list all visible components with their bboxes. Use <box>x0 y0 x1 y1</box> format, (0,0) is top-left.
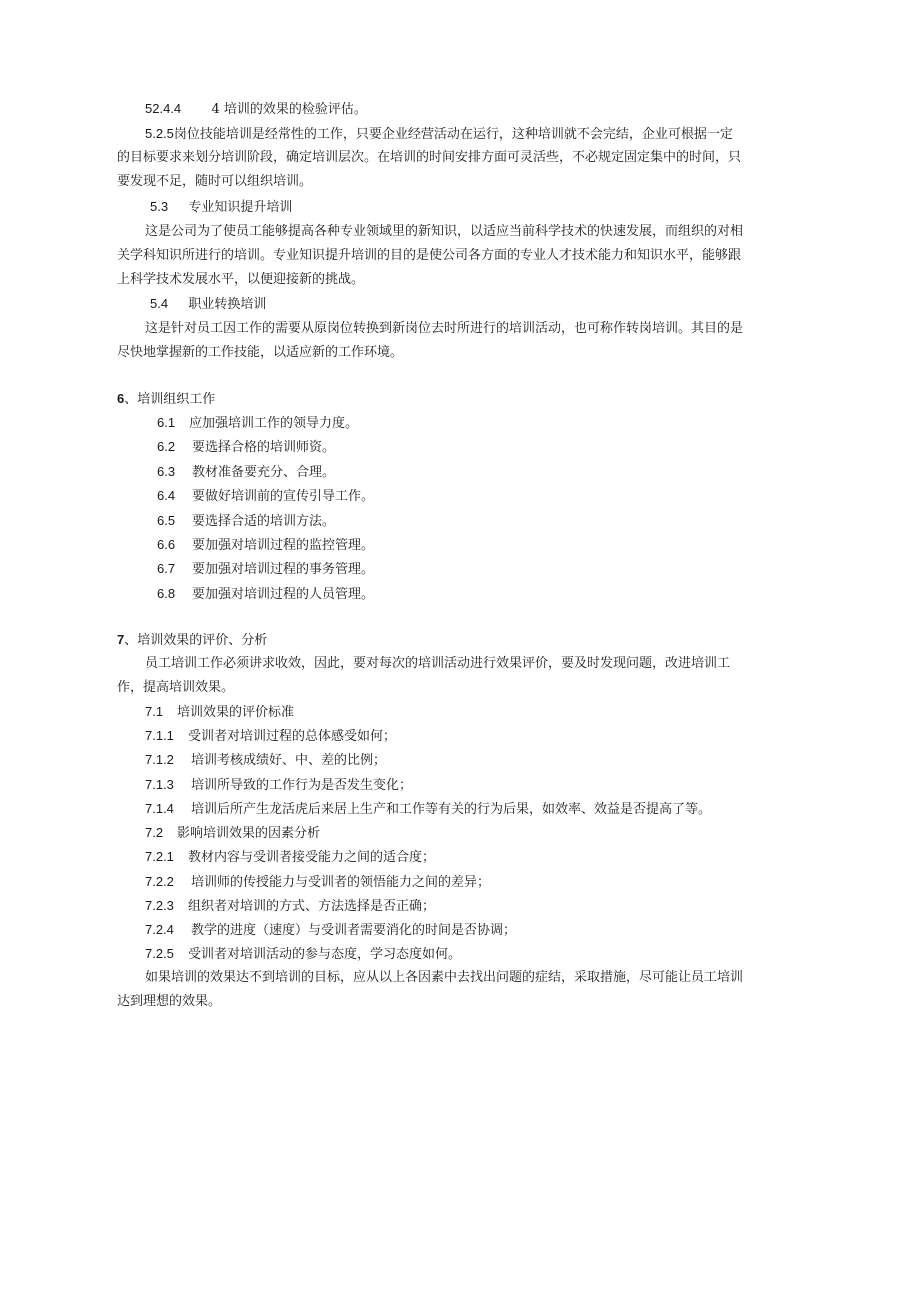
paragraph-line: 要发现不足，随时可以组织培训。 <box>117 174 313 189</box>
paragraph-line: 作，提高培训效果。 <box>117 680 235 695</box>
item-text: 受训者对培训活动的参与态度，学习态度如何。 <box>188 947 462 962</box>
list-item <box>145 776 412 795</box>
item-number: 6.8 <box>157 586 176 601</box>
item-text: 培训后所产生龙活虎后来居上生产和工作等有关的行为后果，如效率、效益是否提高了等。 <box>191 802 712 817</box>
item-text: 教学的进度（速度）与受训者需要消化的时间是否协调； <box>191 923 517 938</box>
item-5-2-5-first-line <box>145 125 733 144</box>
list-item <box>157 536 374 555</box>
item-number: 7.1.1 <box>145 728 174 743</box>
list-item <box>157 414 358 433</box>
item-number: 5.2.5 <box>145 126 174 141</box>
subheading-5-4 <box>150 295 266 314</box>
list-item <box>145 703 294 722</box>
paragraph-line: 岗位技能培训是经常性的工作，只要企业经营活动在运行，这种培训就不会完结，企业可根据一定 <box>173 127 733 142</box>
item-text: 要做好培训前的宣传引导工作。 <box>192 489 375 504</box>
item-text: 4 培训的效果的检验评估。 <box>211 102 367 117</box>
item-number: 7.2.2 <box>145 874 174 889</box>
list-item <box>157 512 335 531</box>
paragraph-line: 尽快地掌握新的工作技能，以适应新的工作环境。 <box>117 345 404 360</box>
list-item <box>157 463 335 482</box>
paragraph-line: 员工培训工作必须讲求收效，因此，要对每次的培训活动进行效果评价，要及时发现问题，改进培训工 <box>145 656 731 671</box>
paragraph-line: 这是公司为了使员工能够提高各种专业领域里的新知识，以适应当前科学技术的快速发展，而组织的对相 <box>145 224 744 239</box>
list-item <box>145 727 396 746</box>
item-number: 5.3 <box>150 199 169 214</box>
item-number: 6.2 <box>157 439 176 454</box>
section-6-heading <box>117 390 215 409</box>
item-text: 要加强对培训过程的人员管理。 <box>192 587 375 602</box>
item-text: 培训所导致的工作行为是否发生变化； <box>191 778 413 793</box>
list-item <box>145 751 386 770</box>
item-number: 7.1.2 <box>145 752 174 767</box>
item-number: 52.4.4 <box>145 101 182 116</box>
item-number: 6.7 <box>157 561 176 576</box>
item-number: 7.1 <box>145 704 164 719</box>
item-52-4-4 <box>145 100 367 119</box>
item-text: 应加强培训工作的领导力度。 <box>189 416 359 431</box>
item-text: 受训者对培训过程的总体感受如何； <box>188 729 397 744</box>
section-number: 7 <box>117 632 125 647</box>
paragraph-line: 如果培训的效果达不到培训的目标，应从以上各因素中去找出问题的症结，采取措施，尽可能让员工培训 <box>145 970 744 985</box>
section-7-heading <box>117 631 267 650</box>
section-number: 6 <box>117 391 125 406</box>
item-text: 教材准备要充分、合理。 <box>192 465 336 480</box>
item-text: 组织者对培训的方式、方法选择是否正确； <box>188 899 436 914</box>
list-item <box>145 921 516 940</box>
list-item <box>157 560 374 579</box>
item-text: 要加强对培训过程的事务管理。 <box>192 562 375 577</box>
item-number: 6.1 <box>157 415 176 430</box>
item-text: 教材内容与受训者接受能力之间的适合度； <box>188 850 436 865</box>
list-item <box>145 873 490 892</box>
item-number: 6.6 <box>157 537 176 552</box>
item-number: 7.2.1 <box>145 849 174 864</box>
list-item <box>157 438 335 457</box>
section-title: 、培训效果的评价、分析 <box>124 633 268 648</box>
item-number: 7.2 <box>145 825 164 840</box>
list-item <box>145 848 435 867</box>
list-item <box>145 800 711 819</box>
item-number: 7.2.4 <box>145 922 174 937</box>
item-number: 7.1.4 <box>145 801 174 816</box>
subheading-title: 职业转换培训 <box>188 297 267 312</box>
list-item <box>145 945 461 964</box>
paragraph-line: 关学科知识所进行的培训。专业知识提升培训的目的是使公司各方面的专业人才技术能力和知识水平，能够跟 <box>117 248 742 263</box>
item-number: 7.1.3 <box>145 777 174 792</box>
item-text: 培训考核成绩好、中、差的比例； <box>191 753 387 768</box>
section-title: 、培训组织工作 <box>124 392 216 407</box>
item-text: 培训效果的评价标准 <box>177 705 295 720</box>
paragraph-line: 这是针对员工因工作的需要从原岗位转换到新岗位去时所进行的培训活动，也可称作转岗培训。其目的是 <box>145 321 744 336</box>
item-number: 6.3 <box>157 464 176 479</box>
item-text: 要选择合格的培训师资。 <box>192 440 336 455</box>
item-number: 6.5 <box>157 513 176 528</box>
item-number: 7.2.5 <box>145 946 174 961</box>
item-text: 培训师的传授能力与受训者的领悟能力之间的差异； <box>191 875 491 890</box>
list-item <box>157 585 374 604</box>
item-text: 影响培训效果的因素分析 <box>177 826 321 841</box>
paragraph-line: 达到理想的效果。 <box>117 994 222 1009</box>
paragraph-line: 上科学技术发展水平，以便迎接新的挑战。 <box>117 272 365 287</box>
paragraph-line: 的目标要求来划分培训阶段，确定培训层次。在培训的时间安排方面可灵活些，不必规定固定集中的时间，只 <box>117 150 742 165</box>
list-item <box>157 487 374 506</box>
item-text: 要加强对培训过程的监控管理。 <box>192 538 375 553</box>
subheading-5-3 <box>150 198 292 217</box>
subheading-title: 专业知识提升培训 <box>188 200 293 215</box>
item-text: 要选择合适的培训方法。 <box>192 514 336 529</box>
list-item <box>145 824 320 843</box>
item-number: 5.4 <box>150 296 169 311</box>
list-item <box>145 897 435 916</box>
item-number: 6.4 <box>157 488 176 503</box>
item-number: 7.2.3 <box>145 898 174 913</box>
